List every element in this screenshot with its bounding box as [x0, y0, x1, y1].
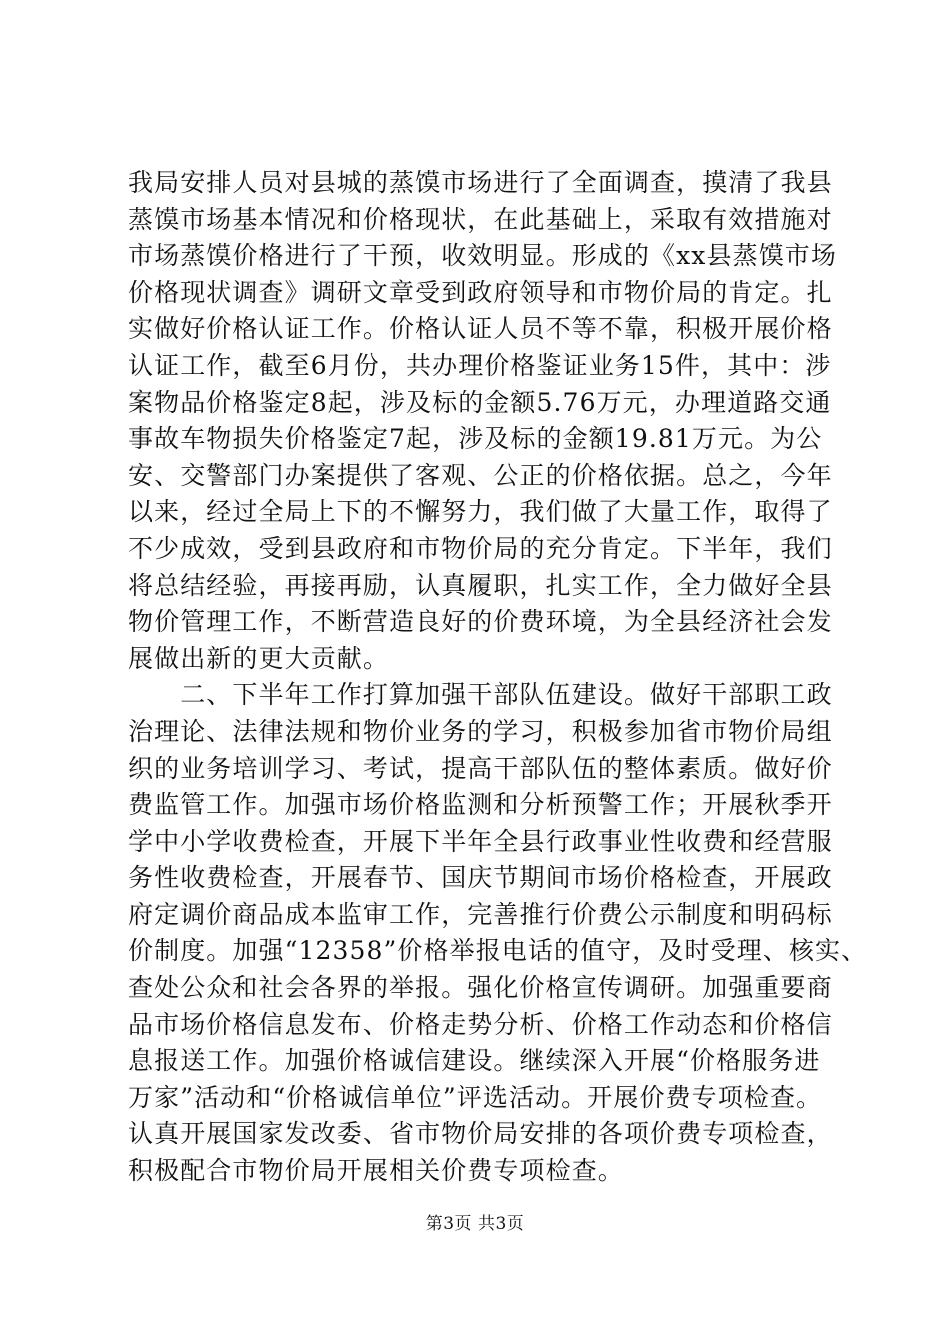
- text-line: 费监管工作。加强市场价格监测和分析预警工作；开展秋季开: [128, 790, 833, 820]
- text-line: 安、交警部门办案提供了客观、公正的价格依据。总之，今年: [128, 460, 833, 490]
- text-line: 认真开展国家发改委、省市物价局安排的各项价费专项检查，: [128, 1119, 833, 1149]
- text-line: 不少成效，受到县政府和市物价局的充分肯定。下半年，我们: [128, 533, 833, 563]
- page-number-label: 第3页 共3页: [425, 1214, 525, 1234]
- text-line: 府定调价商品成本监审工作，完善推行价费公示制度和明码标: [128, 899, 833, 929]
- body-text: [128, 165, 868, 1190]
- text-line: 事故车物损失价格鉴定7起，涉及标的金额19.81万元。为公: [128, 424, 823, 454]
- text-line: 积极配合市物价局开展相关价费专项检查。: [128, 1156, 624, 1186]
- text-line: 认证工作，截至6月份，共办理价格鉴证业务15件，其中：涉: [128, 350, 832, 380]
- text-line: 展做出新的更大贡献。: [128, 643, 390, 673]
- text-line: 我局安排人员对县城的蒸馍市场进行了全面调查，摸清了我县: [128, 168, 833, 197]
- text-line: 以来，经过全局上下的不懈努力，我们做了大量工作，取得了: [128, 497, 833, 527]
- text-line: 查处公众和社会各界的举报。强化价格宣传调研。加强重要商: [128, 973, 833, 1003]
- text-line: 品市场价格信息发布、价格走势分析、价格工作动态和价格信: [128, 1009, 833, 1039]
- text-line: 二、下半年工作打算加强干部队伍建设。做好干部职工政: [128, 680, 833, 710]
- text-line: 务性收费检查，开展春节、国庆节期间市场价格检查，开展政: [128, 863, 833, 893]
- text-line: 案物品价格鉴定8起，涉及标的金额5.76万元，办理道路交通: [128, 387, 832, 417]
- text-line: 物价管理工作，不断营造良好的价费环境，为全县经济社会发: [128, 607, 833, 637]
- text-line: 织的业务培训学习、考试，提高干部队伍的整体素质。做好价: [128, 753, 833, 783]
- text-line: 价格现状调查》调研文章受到政府领导和市物价局的肯定。扎: [128, 277, 833, 307]
- page-footer: [0, 1213, 950, 1235]
- text-line: 息报送工作。加强价格诚信建设。继续深入开展“价格服务进: [128, 1046, 821, 1076]
- text-line: 治理论、法律法规和物价业务的学习，积极参加省市物价局组: [128, 716, 833, 746]
- text-line: 学中小学收费检查，开展下半年全县行政事业性收费和经营服: [128, 826, 833, 856]
- text-line: 将总结经验，再接再励，认真履职，扎实工作，全力做好全县: [128, 570, 833, 600]
- text-line: 万家”活动和“价格诚信单位”评选活动。开展价费专项检查。: [128, 1082, 823, 1112]
- text-line: 蒸馍市场基本情况和价格现状，在此基础上，采取有效措施对: [128, 204, 833, 234]
- text-line: 市场蒸馍价格进行了干预，收效明显。形成的《xx县蒸馍市场: [128, 241, 838, 271]
- text-line: 价制度。加强“12358”价格举报电话的值守，及时受理、核实、: [128, 936, 868, 966]
- text-line: 实做好价格认证工作。价格认证人员不等不靠，积极开展价格: [128, 314, 833, 344]
